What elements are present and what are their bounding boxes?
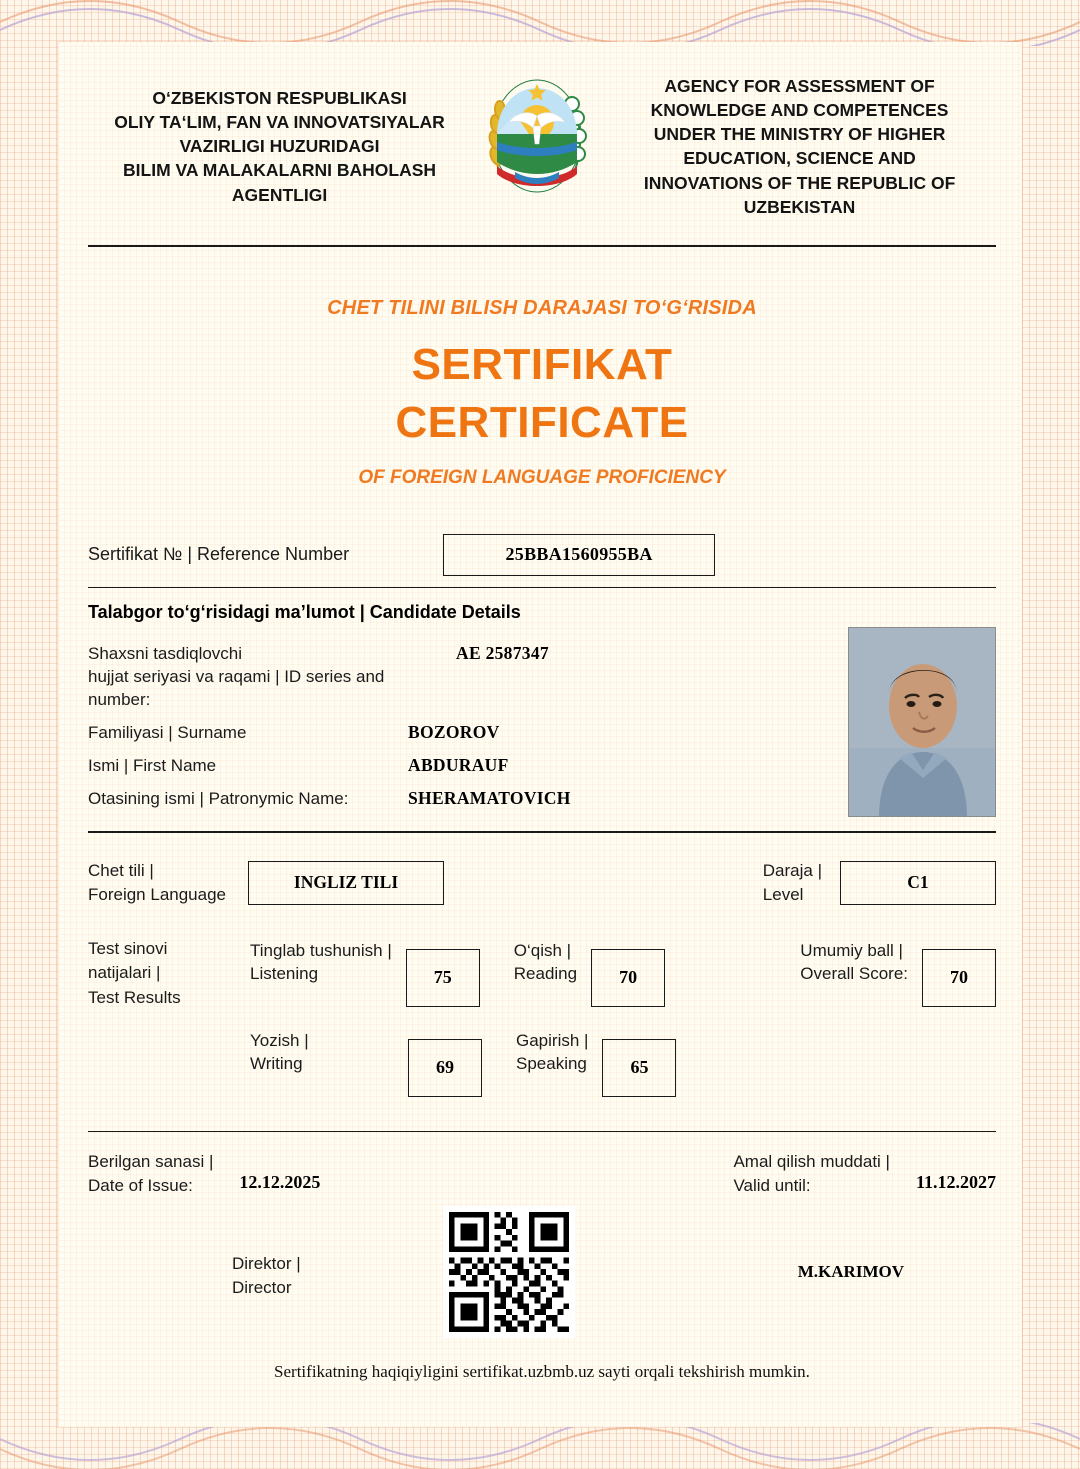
certificate-title-en: CERTIFICATE (395, 398, 689, 448)
org-en-line-6: UZBEKISTAN (743, 196, 856, 217)
reading-label (514, 937, 577, 987)
reading-label-line2: Reading (513, 964, 578, 984)
reference-number-label: Sertifikat № | Reference Number (88, 544, 350, 565)
speaking-label-line2: Speaking (516, 1054, 587, 1074)
overall-score-label (800, 937, 908, 987)
candidate-surname-row (88, 722, 830, 745)
candidate-firstname-label: Ismi | First Name (88, 756, 217, 776)
valid-until-label-line1: Amal qilish muddati | (733, 1152, 890, 1172)
speaking-label (516, 1027, 588, 1077)
issue-date-label (88, 1150, 213, 1198)
certificate-subtitle-uz: CHET TILINI BILISH DARAJASI TO‘G‘RISIDA (327, 296, 757, 319)
reference-divider (88, 587, 996, 589)
overall-score-label-line2: Overall Score: (800, 964, 908, 984)
org-uz-line-1: O‘ZBEKISTON RESPUBLIKASI (152, 88, 407, 108)
header-divider (88, 245, 996, 247)
candidate-id-row (88, 643, 830, 712)
document-header (88, 58, 996, 219)
signature-area (88, 1206, 996, 1356)
level-value: C1 (840, 861, 996, 905)
test-results-row-1 (88, 937, 996, 1011)
listening-score-cell (250, 937, 480, 1007)
org-en-line-5: INNOVATIONS OF THE REPUBLIC OF (643, 172, 956, 193)
org-uz-line-2: OLIY TA‘LIM, FAN VA INNOVATSIYALAR (114, 112, 445, 133)
foreign-language-value: INGLIZ TILI (248, 861, 444, 905)
dates-row (88, 1150, 996, 1198)
level-label-line2: Level (762, 884, 804, 904)
valid-until-label (733, 1150, 890, 1198)
title-block (88, 297, 996, 489)
overall-score-label-line1: Umumiy ball | (800, 940, 903, 960)
issue-date-label-line2: Date of Issue: (88, 1175, 193, 1195)
candidate-photo (848, 627, 996, 817)
valid-until-value: 11.12.2027 (915, 1172, 996, 1193)
test-results-label-line3: Test Results (88, 987, 181, 1007)
reading-label-line1: O‘qish | (513, 940, 572, 960)
overall-score-value: 70 (922, 949, 996, 1007)
speaking-label-line1: Gapirish | (516, 1030, 589, 1050)
writing-label (250, 1027, 422, 1077)
candidate-surname-label: Familiyasi | Surname (88, 723, 247, 743)
candidate-patronymic-row (88, 788, 830, 811)
listening-score-value: 75 (406, 949, 480, 1007)
director-label-line2: Director (232, 1277, 292, 1297)
candidate-details (88, 633, 996, 817)
org-en-line-1: AGENCY FOR ASSESSMENT OF (664, 76, 935, 96)
test-results-block (88, 937, 996, 1097)
decorative-wave-top (0, 0, 1080, 46)
test-results-label-line2: natijalari | (88, 963, 161, 983)
uzbekistan-state-emblem-icon (481, 70, 593, 198)
reading-score-value: 70 (591, 949, 665, 1007)
reference-number-row (88, 531, 996, 579)
writing-score-value: 69 (408, 1039, 482, 1097)
candidate-patronymic-value: SHERAMATOVICH (408, 788, 571, 809)
writing-score-cell (250, 1027, 482, 1097)
org-en-line-4: EDUCATION, SCIENCE AND (683, 148, 916, 169)
signer-name: M.KARIMOV (797, 1261, 904, 1281)
listening-label-line1: Tinglab tushunish | (250, 940, 392, 960)
candidate-firstname-value: ABDURAUF (408, 755, 509, 776)
decorative-wave-bottom (0, 1423, 1080, 1469)
certificate-subtitle-en: OF FOREIGN LANGUAGE PROFICIENCY (358, 466, 726, 488)
valid-until-label-line2: Valid until: (733, 1175, 811, 1195)
dates-divider (88, 1131, 996, 1133)
test-results-label (88, 937, 216, 1011)
candidate-patronymic-label: Otasining ismi | Patronymic Name: (88, 789, 349, 809)
candidate-section-title: Talabgor to‘g‘risidagi ma’lumot | Candidate Details (88, 602, 521, 623)
certificate-title-uz: SERTIFIKAT (411, 339, 673, 389)
speaking-score-cell (516, 1027, 676, 1097)
reading-score-cell (514, 937, 665, 1007)
reference-number-value: 25BBA1560955BA (443, 534, 715, 576)
valid-until-block (733, 1150, 996, 1198)
verification-qr-code[interactable] (443, 1206, 575, 1338)
foreign-language-label-line1: Chet tili | (88, 861, 154, 881)
verification-note: Sertifikatning haqiqiyligini sertifikat.uzbmb.uz sayti orqali tekshirish mumkin. (274, 1361, 810, 1381)
speaking-score-value: 65 (602, 1039, 676, 1097)
issue-date-block (88, 1150, 320, 1198)
language-level-row (88, 859, 996, 907)
org-en-line-2: KNOWLEDGE AND COMPETENCES (650, 100, 949, 121)
level-group (763, 859, 996, 907)
listening-label (250, 937, 392, 987)
candidate-id-label-line1: Shaxsni tasdiqlovchi (88, 644, 243, 664)
candidate-firstname-row (88, 755, 830, 778)
overall-score-cell (800, 937, 996, 1007)
director-label (232, 1252, 301, 1300)
org-en-line-3: UNDER THE MINISTRY OF HIGHER (653, 124, 946, 145)
foreign-language-label-line2: Foreign Language (88, 884, 227, 904)
org-uz-line-4: BILIM VA MALAKALARNI BAHOLASH (123, 160, 437, 181)
foreign-language-label (88, 859, 226, 907)
candidate-id-label (88, 643, 408, 712)
candidate-surname-value: BOZOROV (408, 722, 500, 743)
org-uz-line-3: VAZIRLIGI HUZURIDAGI (179, 136, 380, 157)
listening-label-line2: Listening (250, 964, 319, 984)
writing-label-line1: Yozish | (250, 1030, 309, 1050)
issuing-organization-uz (88, 58, 471, 207)
issue-date-value: 12.12.2025 (239, 1172, 321, 1193)
test-results-label-line1: Test sinovi (88, 938, 168, 958)
candidate-id-label-line2: hujjat seriyasi va raqami | ID series and number: (88, 667, 385, 710)
issue-date-label-line1: Berilgan sanasi | (88, 1152, 214, 1172)
issuing-organization-en (603, 58, 996, 219)
candidate-id-value: AE 2587347 (456, 643, 549, 664)
level-label-line1: Daraja | (762, 861, 822, 881)
test-results-row-2 (88, 1027, 996, 1097)
writing-label-line2: Writing (250, 1054, 303, 1074)
org-uz-line-5: AGENTLIGI (231, 184, 328, 205)
level-label (763, 859, 822, 907)
director-label-line1: Direktor | (232, 1253, 301, 1273)
candidate-divider (88, 831, 996, 833)
